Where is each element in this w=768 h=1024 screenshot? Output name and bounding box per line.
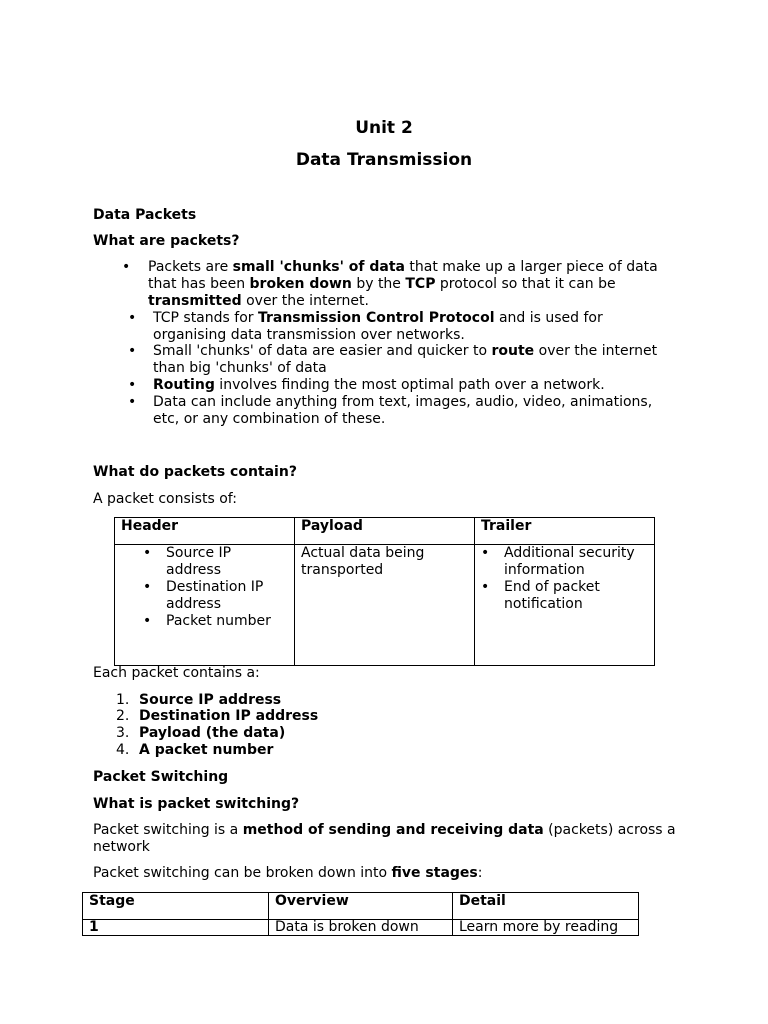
text-run-bold: five stages (391, 865, 478, 881)
text-run: Data can include anything from text, images, audio, video, animations, etc, or any combination of these. (153, 394, 653, 427)
bullet-icon: • (128, 310, 137, 326)
col-header-payload: Payload (295, 518, 475, 545)
section-heading-data-packets: Data Packets (93, 207, 197, 223)
list-number: 2. (116, 708, 130, 724)
list-item-text: Destination IP address (166, 579, 264, 612)
bullet-text (148, 259, 673, 310)
trailer-items-list (481, 545, 648, 613)
bullet-text (153, 310, 633, 344)
table-header-row (115, 518, 655, 545)
table-header-row (83, 893, 639, 920)
text-run-bold: route (491, 343, 535, 359)
text-run: over the internet than big 'chunks' of data (153, 343, 658, 376)
stages-table (82, 892, 639, 936)
text-run-bold: broken down (249, 276, 352, 292)
text-run: Small 'chunks' of data are easier and quicker to (153, 343, 492, 359)
list-number: 4. (116, 742, 130, 758)
table-row (115, 545, 655, 666)
text-run: Packet switching can be broken down into (93, 865, 392, 881)
text-run: over the internet. (241, 293, 369, 309)
list-number: 1. (116, 692, 130, 708)
text-run-bold: method of sending and receiving data (242, 822, 544, 838)
overview-cell: Data is broken down (269, 920, 453, 936)
payload-cell (295, 545, 475, 666)
text-run: protocol so that it can be (435, 276, 616, 292)
unit-title: Unit 2 (355, 118, 413, 138)
detail-cell: Learn more by reading (453, 920, 639, 936)
text-run: (packets) across a network (93, 822, 676, 855)
question-what-are-packets: What are packets? (93, 233, 240, 249)
bullet-icon: • (481, 545, 490, 561)
packet-structure-table (114, 517, 655, 666)
text-run: by the (351, 276, 406, 292)
packet-switching-definition (93, 822, 683, 856)
text-run: Packets are (148, 259, 233, 275)
text-run: involves finding the most optimal path over a network. (214, 377, 605, 393)
question-what-is-packet-switching: What is packet switching? (93, 796, 300, 812)
packet-consists-intro: A packet consists of: (93, 491, 237, 507)
bullet-text (153, 394, 668, 428)
list-item-text: Source IP address (166, 545, 232, 578)
list-item (481, 579, 648, 613)
list-item-text: End of packet notification (504, 579, 600, 612)
list-item (143, 579, 288, 613)
header-items-list (143, 545, 288, 630)
text-run-bold: Transmission Control Protocol (257, 310, 495, 326)
list-item (481, 545, 648, 579)
stage-cell: 1 (83, 920, 269, 936)
bullet-icon: • (128, 377, 137, 393)
list-item-text: Packet number (166, 613, 271, 629)
trailer-cell (475, 545, 655, 666)
bullet-icon: • (128, 343, 137, 359)
col-header-trailer: Trailer (475, 518, 655, 545)
text-run-bold: TCP (405, 276, 436, 292)
text-run: that make up a larger piece of data that has been (148, 259, 658, 292)
col-header-stage: Stage (83, 893, 269, 920)
list-item-text: Additional security information (504, 545, 635, 578)
bullet-icon: • (143, 613, 152, 629)
text-run: : (477, 865, 483, 881)
text-run: and is used for organising data transmission over networks. (153, 310, 603, 343)
bullet-icon: • (128, 394, 137, 410)
question-what-do-packets-contain: What do packets contain? (93, 464, 297, 480)
text-run: Packet switching is a (93, 822, 243, 838)
each-packet-contains: Each packet contains a: (93, 665, 260, 681)
bullet-text (153, 343, 673, 377)
col-header-header: Header (115, 518, 295, 545)
five-stages-intro (93, 865, 482, 882)
header-cell (115, 545, 295, 666)
bullet-text (153, 377, 673, 394)
text-run: TCP stands for (153, 310, 258, 326)
text-run-bold: transmitted (148, 293, 242, 309)
section-heading-packet-switching: Packet Switching (93, 769, 229, 785)
text-run-bold: Routing (153, 377, 215, 393)
list-item-text: Destination IP address (139, 708, 319, 724)
bullet-icon: • (143, 545, 152, 561)
bullet-icon: • (481, 579, 490, 595)
list-item-text: A packet number (139, 742, 274, 758)
col-header-detail: Detail (453, 893, 639, 920)
list-item-text: Source IP address (139, 692, 282, 708)
list-item-text: Payload (the data) (139, 725, 286, 741)
bullet-icon: • (143, 579, 152, 595)
bullet-icon: • (122, 259, 131, 275)
table-row (83, 920, 639, 936)
payload-text: Actual data being transported (301, 545, 425, 578)
text-run-bold: small 'chunks' of data (232, 259, 405, 275)
list-number: 3. (116, 725, 130, 741)
list-item (143, 613, 288, 630)
document-title: Data Transmission (295, 150, 473, 170)
col-header-overview: Overview (269, 893, 453, 920)
list-item (143, 545, 288, 579)
